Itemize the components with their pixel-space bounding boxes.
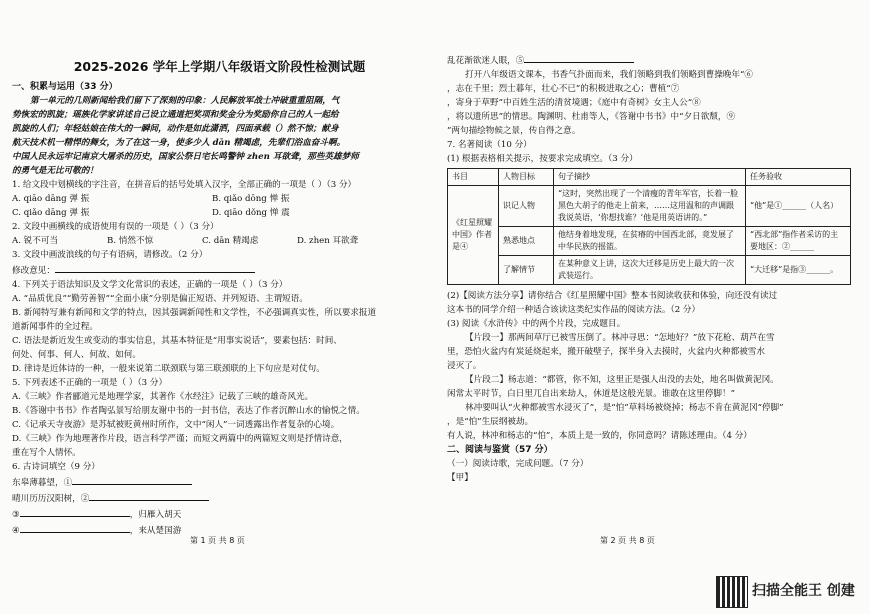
passage-line: 的勇气是无比可敬的！	[12, 166, 98, 176]
q2-option-b: B. 悄然不惊	[107, 236, 154, 246]
q5-option: A.《三峡》作者郦道元是地理学家，其著作《水经注》记载了三峡的雄奇风光。	[12, 392, 314, 402]
poem-line: ③	[12, 510, 20, 520]
poem-blank-5[interactable]	[524, 52, 634, 63]
scanner-brand: 扫描全能王 创建	[752, 583, 855, 599]
para-line: ，志在千里；烈士暮年，壮心不已”的积极进取之心；曹植“⑦	[447, 84, 680, 94]
q4-option: C. 语法是新近发生或变动的事实信息，其基本特征是“用事实说话”，要素包括：时间、	[12, 336, 342, 346]
q7-2-line: 这本书的同学介绍一种适合该读这类纪实作品的阅读方法。（2 分）	[447, 305, 701, 315]
para-line: ，寄身于草野”中百姓生活的清贫境遇；《庭中有奇树》女主人公“⑧	[447, 98, 701, 108]
section-2-heading: 二、阅读与鉴赏（57 分）	[447, 445, 553, 455]
poem-blank-2[interactable]	[89, 490, 209, 501]
question-6: 6. 古诗词填空（9 分）	[12, 462, 100, 472]
reading-table	[447, 168, 851, 285]
q2-option-d: D. zhen 耳欲聋	[297, 236, 359, 246]
para-line: 打开八年级语文课本，书香气扑面而来，我们领略到我们领略到曹操晚年“⑥	[465, 70, 753, 80]
subsection-1: （一）阅读诗歌，完成问题。（7 分）	[447, 459, 589, 469]
q4-option: 道新闻事件的全过程。	[12, 322, 98, 332]
q2-option-a: A. 锐不可当	[12, 236, 59, 246]
q4-option: A. “品质优良”“勤劳善智”“全面小康”分别是偏正短语、并列短语、主谓短语。	[12, 294, 308, 304]
left-column	[12, 0, 427, 560]
question-3: 3. 文段中画波浪线的句子有语病，请修改。（2 分）	[12, 250, 208, 260]
para-line: ”两句描绘物候之景，传自得之意。	[447, 126, 581, 136]
table-header: 句子摘抄	[554, 169, 746, 186]
poem-line-top: 乱花渐欲迷人眼，⑤	[447, 56, 525, 66]
q3-answer-label: 修改意见：	[12, 266, 55, 276]
q4-option: 何处、何事、何人、何故、如何。	[12, 350, 141, 360]
table-header: 人物目标	[499, 169, 554, 186]
fragment-2-line: 林冲要叫认“火种都被雪水浸灭了”，是“怕”草料场被烧掉；杨志不肯在黄泥冈“停脚”	[465, 403, 784, 413]
table-cell: 识记人物	[499, 186, 554, 227]
poem-tail: ，归雁入胡天	[129, 510, 182, 520]
table-cell: 熟悉地点	[499, 227, 554, 256]
poem-line: 晴川历历汉阳树，②	[12, 494, 90, 504]
poem-label-jia: 【甲】	[447, 473, 473, 483]
table-cell: 在某种意义上讲，这次大迁移是历史上最大的一次武装巡行。	[554, 256, 746, 285]
question-7-3: (3) 阅读《水浒传》中的两个片段，完成题目。	[447, 319, 626, 329]
table-book-cell: 《红星照耀中国》作者是④	[448, 186, 499, 285]
poem-line: ④	[12, 526, 20, 536]
question-7: 7. 名著阅读（10 分）	[447, 140, 532, 150]
q1-option-a: A. qiāo dāng 弹 振	[12, 194, 90, 204]
fragment-2-line: 闲常太平时节，白日里兀自出来劫人，休道是这般光景。谁敢在这里停脚！”	[447, 389, 735, 399]
q1-option-b: B. qiǎo dōng 惮 振	[212, 194, 290, 204]
passage	[12, 94, 427, 178]
passage-line: 势恢宏的凯旋；瑶族化学家讲述自己设立通道把奖项和奖金分为奖励你自己的人一起给	[12, 110, 339, 120]
fragment-1-line: 浸灭了。	[447, 361, 482, 371]
question-7-1: (1) 根据表格相关提示，按要求完成填空。（3 分）	[447, 154, 638, 164]
table-cell: “西北部”指作者采访的主要地区：②______	[746, 227, 851, 256]
fragment-1-line: 里，恐怕火盆内有炭延烧起来，搬开破壁子，探半身入去摸时，火盆内火种都被雪水	[447, 347, 765, 357]
q5-option: 重在写个人情怀。	[12, 448, 81, 458]
right-column	[447, 0, 862, 560]
q7-2-line: (2)【阅读方法分享】请你结合《红星照耀中国》整本书阅读收获和体验，向还没有读过	[447, 291, 778, 301]
q4-option: D. 律诗是近体诗的一种，一般来说第二联颈联与第三联颈联的上下句应是对仗句。	[12, 364, 325, 374]
table-cell: “这时，突然出现了一个清瘦的青年军官，长着一脸黑色大胡子的他走上前来，……这用温和的声调跟我说英语，‘你想找谁？’他是用英语讲的。”	[554, 186, 746, 227]
q1-option-c: C. qiǎo dāng 弹 振	[12, 208, 90, 218]
page-number-left: 第 1 页 共 8 页	[190, 536, 245, 545]
question-7-4: 有人说，林冲和杨志的“怕”，本质上是一致的，你同意吗？请陈述理由。（4 分）	[447, 431, 752, 441]
q5-option: C.《记承天寺夜游》是苏轼被贬黄州时所作，文中“闲人”一词透露出作者复杂的心境。	[12, 420, 340, 430]
table-cell: 了解情节	[499, 256, 554, 285]
question-5: 5. 下列表述不正确的一项是（ ）（3 分）	[12, 378, 168, 388]
section-1-heading: 一、积累与运用（33 分）	[12, 82, 118, 92]
passage-line: 中国人民永远牢记南京大屠杀的历史，国家公祭日宅长鸣警钟 zhen 耳欲聋，那些英雄梦师	[12, 152, 359, 162]
fragment-2-line: ，是“怕”生辰纲被劫。	[447, 417, 534, 427]
q1-option-d: D. qiāo dǒng 惮 震	[212, 208, 290, 218]
para-line: ，将以遗所思”的情思。陶渊明、杜甫等人，《答谢中书书》中“夕日欲颓，⑨	[447, 112, 736, 122]
exam-title: 2025-2026 学年上学期八年级语文阶段性检测试题	[73, 59, 366, 74]
qr-code-icon	[716, 576, 748, 608]
q5-option: D.《三峡》作为地理著作片段，语言科学严谨；而短文两篇中的两篇短文则是抒情诗意，	[12, 434, 348, 444]
question-1: 1. 给文段中划横线的字注音，在拼音后的括号处填入汉字，全部正确的一项是（ ）（3 分）	[12, 180, 357, 190]
passage-line: 凯旋的人们；年轻姑娘在伟大的一瞬间，动作是如此潇洒，四面承载（）然不惊；献身	[12, 124, 339, 134]
q2-option-c: C. dān 精竭虑	[202, 236, 259, 246]
table-cell: 他结身着地发现，在贫瘠的中国西北部，竟发展了中华民族的摇篮。	[554, 227, 746, 256]
fragment-2-line: 【片段二】杨志道：“都管，你不知，这里正是强人出没的去处，地名叫做黄泥冈。	[465, 375, 779, 385]
poem-blank-1[interactable]	[72, 474, 192, 485]
poem-blank-3[interactable]	[20, 506, 130, 517]
page-number-right: 第 2 页 共 8 页	[600, 536, 655, 545]
question-4: 4. 下列关于语法知识及文学文化常识的表述，正确的一项是（ ）（3 分）	[12, 280, 288, 290]
table-cell: “他”是①______（人名）	[746, 186, 851, 227]
q3-answer-field[interactable]	[55, 262, 255, 273]
passage-line: 航天技术机一精悍的舞女，为了在这一身，使多少人 dān 精竭虑，先辈们浴血奋斗啊。	[12, 138, 346, 148]
table-header: 任务验收	[746, 169, 851, 186]
poem-line: 东皋薄暮望，①	[12, 478, 73, 488]
passage-line: 第一单元的几则新闻给我们留下了深刻的印象：人民解放军战士冲破重重阻隔，气	[30, 96, 340, 106]
fragment-1-line: 【片段一】那两间草厅已被雪压倒了。林冲寻思：“怎地好？”放下花枪、葫芦在雪	[465, 333, 775, 343]
table-header: 书目	[448, 169, 499, 186]
q4-option: B. 新闻特写兼有新闻和文学的特点，因其强调新闻性和文学性，不必强调真实性，所以要求报道	[12, 308, 377, 318]
table-cell: “大迁移”是指③______。	[746, 256, 851, 285]
poem-blank-4[interactable]	[20, 522, 130, 533]
q5-option: B.《答谢中书书》作者陶弘景写给朋友谢中书的一封书信，表达了作者沉醉山水的愉悦之情。	[12, 406, 365, 416]
question-2: 2. 文段中画横线的成语使用有误的一项是（ ）（3 分）	[12, 222, 219, 232]
poem-tail: ，来从楚国游	[129, 526, 182, 536]
